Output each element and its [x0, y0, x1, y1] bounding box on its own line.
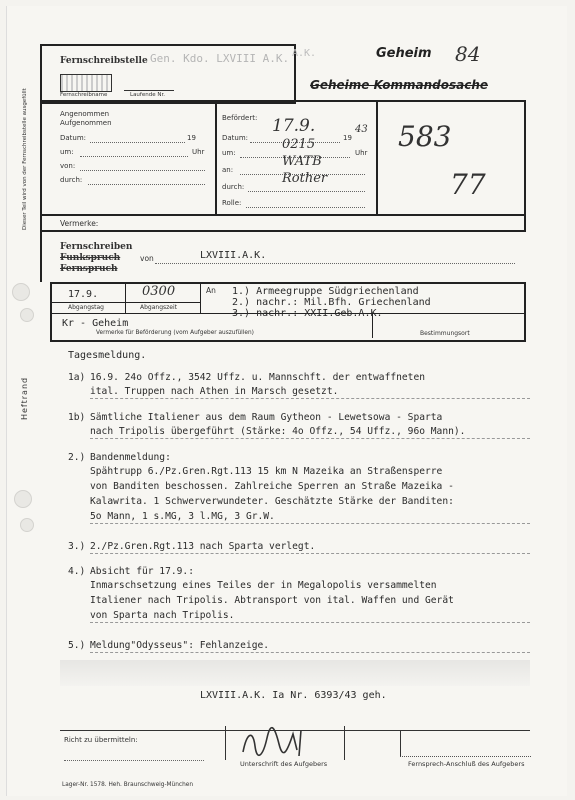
dispatch-vline-mid [125, 284, 126, 314]
message-title: Tagesmeldung. [68, 350, 147, 361]
punch-hole [14, 490, 32, 508]
received-durch-label: durch: [60, 176, 83, 184]
heftrand-label: Heftrand [20, 376, 29, 420]
befoerdert-label: Befördert: [222, 114, 258, 122]
faint-stamp-right: A.K. [292, 48, 317, 59]
geheim-label: Geheim [376, 46, 432, 61]
sent-datum-label: Datum: [222, 134, 249, 142]
sent-durch-label: durch: [222, 183, 245, 191]
item-1a-line-2: ital. Truppen nach Athen in Marsch gesetzt. [90, 386, 339, 397]
sent-durch-value: Rother [282, 171, 328, 186]
laufende-nr-field [124, 74, 174, 91]
geheime-kommandosache: Geheime Kommandosache [310, 78, 489, 92]
sent-an-label: an: [222, 166, 234, 174]
recipient-3: 3.) nachr.: XXII.Geb.A.K. [232, 308, 383, 319]
abgangstag-label: Abgangstag [68, 304, 104, 311]
punch-hole [20, 518, 34, 532]
divider-v1 [215, 102, 217, 214]
printer-info: Lager-Nr. 1578. Heh. Braunschweig-München [62, 782, 194, 788]
fernschreibname-field [60, 74, 112, 92]
sent-um-label: um: [222, 149, 236, 157]
divider-v2 [376, 102, 378, 214]
dispatch-time: 0300 [142, 284, 176, 299]
received-uhr-label: Uhr [192, 148, 205, 156]
an-label: An [206, 286, 216, 295]
item-2-line-5: 5o Mann, 1 s.MG, 3 l.MG, 3 Gr.W. [90, 511, 275, 522]
sender-value: LXVIII.A.K. [200, 250, 267, 261]
abgangszeit-label: Abgangszeit [140, 304, 177, 311]
item-1a-line-1: 16.9. 24o Offz., 3542 Uffz. u. Mannschft. der entwaffneten [90, 372, 426, 383]
item-4-line-2: Inmarschsetzung eines Teiles der in Megalopolis versammelten [90, 580, 437, 591]
item-1a-number: 1a) [68, 372, 86, 383]
priority-note: Vermerke für Beförderung (vom Aufgeber auszufüllen) [96, 330, 254, 336]
fernspruch-label: Fernspruch [60, 264, 118, 274]
punch-hole [20, 308, 34, 322]
richt-label: Richt zu übermitteln: [64, 736, 138, 744]
fernschreibstelle-label: Fernschreibstelle [60, 56, 148, 66]
message-von-label: von [140, 254, 154, 263]
funkspruch-label: Funkspruch [60, 253, 121, 263]
sent-date-value: 17.9. [272, 116, 316, 136]
aufgenommen-label: Aufgenommen [60, 119, 112, 127]
received-von-label: von: [60, 162, 76, 170]
unterschrift-label: Unterschrift des Aufgebers [240, 760, 328, 768]
sent-time-value: 0215 [282, 137, 316, 152]
sent-an-value: WATB [282, 154, 322, 169]
item-2-line-2: Spähtrupp 6./Pz.Gren.Rgt.113 15 km N Mazeika an Straßensperre [90, 466, 443, 477]
number-bottom: 77 [450, 168, 486, 201]
item-4-line-4: von Sparta nach Tripolis. [90, 610, 235, 621]
sent-year-value: 43 [355, 124, 368, 135]
item-1b-number: 1b) [68, 412, 86, 423]
received-datum-label: Datum: [60, 134, 87, 142]
item-2-line-4: Kalawrita. 1 Schwerverwundeter. Geschätzte Stärke der Banditen: [90, 496, 454, 507]
dispatch-divider [200, 284, 201, 314]
priority-value: Kr - Geheim [62, 318, 129, 329]
item-4-line-1: Absicht für 17.9.: [90, 566, 194, 577]
side-vertical-text: Dieser Teil wird von der Fernschreibstelle ausgefüllt [22, 88, 28, 230]
page-number: 84 [455, 42, 481, 66]
item-4-number: 4.) [68, 566, 86, 577]
rolle-label: Rolle: [222, 199, 242, 207]
faint-stamp: Gen. Kdo. LXVIII A.K. [150, 52, 290, 65]
recipient-1: 1.) Armeegruppe Südgriechenland [232, 286, 419, 297]
handwritten-signature [235, 722, 315, 762]
item-3-line-1: 2./Pz.Gren.Rgt.113 nach Sparta verlegt. [90, 541, 316, 552]
item-2-number: 2.) [68, 452, 86, 463]
fernschreibname-label: Fernschreibname [60, 92, 108, 98]
fernschreiben-label: Fernschreiben [60, 242, 133, 252]
item-1b-line-2: nach Tripolis übergeführt (Stärke: 4o Offz., 54 Uffz., 96o Mann). [90, 426, 466, 437]
punch-hole [12, 283, 30, 301]
item-5-number: 5.) [68, 640, 86, 651]
laufende-nr-label: Laufende Nr. [130, 92, 165, 98]
fernsprech-label: Fernsprech-Anschluß des Aufgebers [408, 760, 525, 768]
dispatch-hline-short [52, 302, 200, 303]
fernsprech-box [400, 730, 531, 757]
item-1b-line-1: Sämtliche Italiener aus dem Raum Gytheon - Lewetsowa - Sparta [90, 412, 443, 423]
sent-uhr-label: Uhr [355, 149, 368, 157]
received-um-label: um: [60, 148, 74, 156]
item-2-line-3: von Banditen beschossen. Zahlreiche Sperren an Straße Mazeika - [90, 481, 454, 492]
item-3-number: 3.) [68, 541, 86, 552]
reference-number: LXVIII.A.K. Ia Nr. 6393/43 geh. [200, 690, 387, 701]
faint-smudge [60, 660, 530, 686]
received-year-prefix: 19 [187, 134, 196, 142]
sent-year-prefix: 19 [343, 134, 352, 142]
vermerke-label: Vermerke: [60, 219, 99, 228]
recipient-2: 2.) nachr.: Mil.Bfh. Griechenland [232, 297, 431, 308]
item-4-line-3: Italiener nach Tripolis. Abtransport von ital. Waffen und Gerät [90, 595, 454, 606]
item-5-line-1: Meldung"Odysseus": Fehlanzeige. [90, 640, 270, 651]
message-type-frame [40, 232, 42, 282]
bestimmungsort-label: Bestimmungsort [420, 330, 470, 337]
angenommen-label: Angenommen [60, 110, 110, 118]
dispatch-date: 17.9. [68, 289, 99, 300]
item-2-line-1: Bandenmeldung: [90, 452, 171, 463]
number-top: 583 [398, 120, 452, 153]
vermerke-box [40, 212, 526, 232]
